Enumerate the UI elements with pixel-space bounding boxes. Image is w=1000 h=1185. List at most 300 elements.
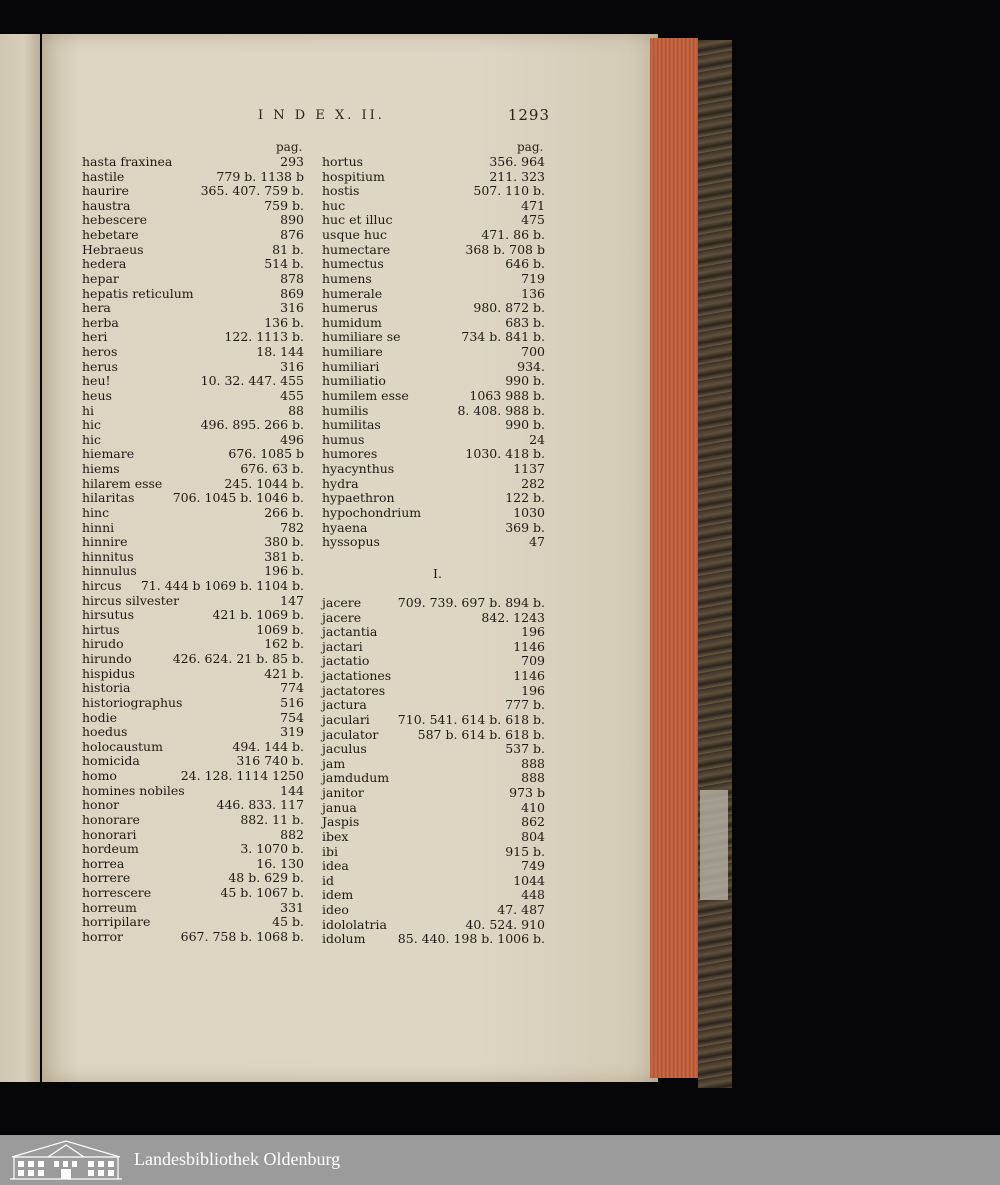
- entry-page-ref: 496: [280, 431, 304, 447]
- entry-term: idea: [322, 858, 349, 874]
- entry-page-ref: 587 b. 614 b. 618 b.: [417, 726, 545, 742]
- entry-term: horror: [82, 928, 124, 944]
- entry-page-ref: 804: [521, 828, 545, 844]
- index-entry: [322, 845, 545, 860]
- entry-page-ref: 316: [280, 358, 304, 374]
- index-entry: [322, 757, 545, 772]
- entry-term: horrea: [82, 855, 125, 871]
- entry-page-ref: 71. 444 b 1069 b. 1104 b.: [140, 577, 304, 593]
- entry-term: hyssopus: [322, 534, 380, 550]
- marbled-cover: [698, 40, 732, 1088]
- index-entry: [322, 654, 545, 669]
- entry-page-ref: 676. 63 b.: [240, 461, 304, 477]
- entry-term: hyacynthus: [322, 461, 395, 477]
- index-entry: [82, 257, 304, 272]
- entry-page-ref: 683 b.: [505, 314, 545, 330]
- entry-term: herba: [82, 314, 119, 330]
- entry-term: hiemare: [82, 446, 135, 462]
- entry-term: historiographus: [82, 694, 183, 710]
- entry-term: historia: [82, 680, 131, 696]
- entry-page-ref: 973 b: [509, 785, 545, 801]
- entry-term: janitor: [322, 785, 364, 801]
- entry-term: heros: [82, 344, 118, 360]
- entry-term: jactatores: [322, 682, 386, 698]
- index-entry: [82, 857, 304, 872]
- index-entry: [322, 830, 545, 845]
- entry-term: honorari: [82, 826, 137, 842]
- entry-term: humidum: [322, 314, 382, 330]
- entry-page-ref: 426. 624. 21 b. 85 b.: [172, 651, 304, 667]
- entry-term: ideo: [322, 902, 349, 918]
- entry-page-ref: 869: [280, 285, 304, 301]
- index-entry: [322, 433, 545, 448]
- entry-page-ref: 448: [521, 887, 545, 903]
- entry-term: ibi: [322, 843, 338, 859]
- index-entry: [82, 360, 304, 375]
- entry-page-ref: 882. 11 b.: [240, 811, 304, 827]
- index-entry: [322, 815, 545, 830]
- index-entry: [322, 477, 545, 492]
- entry-page-ref: 365. 407. 759 b.: [200, 183, 304, 199]
- entry-page-ref: 47: [529, 534, 545, 550]
- index-entry: [322, 535, 545, 550]
- entry-page-ref: 81 b.: [272, 241, 304, 257]
- entry-page-ref: 471: [521, 197, 545, 213]
- entry-term: jaculari: [322, 711, 370, 727]
- index-entry: [322, 155, 545, 170]
- entry-page-ref: 1030. 418 b.: [465, 446, 545, 462]
- entry-page-ref: 759 b.: [264, 197, 304, 213]
- entry-term: jaculator: [322, 726, 379, 742]
- index-entry: [322, 713, 545, 728]
- entry-term: hordeum: [82, 841, 139, 857]
- index-entry: [82, 550, 304, 565]
- entry-term: hi: [82, 402, 95, 418]
- entry-term: hiems: [82, 461, 120, 477]
- entry-page-ref: 381 b.: [264, 548, 304, 564]
- entry-term: heus: [82, 387, 112, 403]
- index-entry: [82, 491, 304, 506]
- index-entry: [82, 155, 304, 170]
- entry-page-ref: 48 b. 629 b.: [228, 870, 304, 886]
- entry-term: hasta fraxinea: [82, 154, 173, 169]
- index-entry: [322, 611, 545, 626]
- entry-term: jactura: [322, 697, 367, 713]
- index-entry: [82, 871, 304, 886]
- index-entry: [322, 801, 545, 816]
- entry-term: hinc: [82, 504, 110, 520]
- entry-page-ref: 980. 872 b.: [473, 300, 545, 316]
- index-entry: [82, 696, 304, 711]
- entry-page-ref: 8. 408. 988 b.: [457, 402, 545, 418]
- entry-page-ref: 380 b.: [264, 534, 304, 550]
- entry-page-ref: 888: [521, 770, 545, 786]
- entry-page-ref: 709. 739. 697 b. 894 b.: [397, 595, 545, 610]
- index-entry: [322, 728, 545, 743]
- section-letter: I.: [433, 566, 442, 581]
- entry-term: homicida: [82, 753, 140, 769]
- entry-term: hirsutus: [82, 607, 134, 623]
- entry-term: jactantia: [322, 624, 378, 640]
- entry-term: heu!: [82, 373, 111, 389]
- entry-page-ref: 455: [280, 387, 304, 403]
- index-entry: [82, 886, 304, 901]
- entry-term: humus: [322, 431, 365, 447]
- index-entry: [322, 360, 545, 375]
- entry-page-ref: 475: [521, 212, 545, 228]
- entry-term: hebetare: [82, 227, 139, 243]
- entry-page-ref: 316 740 b.: [236, 753, 304, 769]
- index-entry: [82, 901, 304, 916]
- index-entry: [82, 711, 304, 726]
- entry-page-ref: 1030: [513, 504, 545, 520]
- index-entry: [82, 213, 304, 228]
- entry-page-ref: 710. 541. 614 b. 618 b.: [397, 711, 545, 727]
- index-entry: [322, 272, 545, 287]
- index-entry: [322, 301, 545, 316]
- entry-term: hepar: [82, 270, 119, 286]
- entry-page-ref: 1069 b.: [256, 621, 304, 637]
- index-entry: [82, 389, 304, 404]
- entry-term: haustra: [82, 197, 131, 213]
- page-number: 1293: [507, 106, 550, 124]
- index-entry: [82, 418, 304, 433]
- entry-page-ref: 18. 144: [256, 344, 304, 360]
- entry-page-ref: 10. 32. 447. 455: [200, 373, 304, 389]
- entry-page-ref: 196: [521, 682, 545, 698]
- entry-page-ref: 719: [521, 270, 545, 286]
- entry-page-ref: 1146: [513, 668, 545, 684]
- index-entry: [82, 930, 304, 945]
- entry-page-ref: 516: [280, 694, 304, 710]
- left-pag-heading: pag.: [276, 140, 303, 154]
- entry-term: hera: [82, 300, 111, 316]
- index-entry: [322, 418, 545, 433]
- entry-term: humiliare se: [322, 329, 401, 345]
- entry-term: jacere: [322, 609, 362, 625]
- entry-page-ref: 774: [280, 680, 304, 696]
- entry-page-ref: 368 b. 708 b: [465, 241, 545, 257]
- index-entry: [322, 698, 545, 713]
- entry-term: usque huc: [322, 227, 387, 243]
- index-entry: [322, 786, 545, 801]
- entry-page-ref: 514 b.: [264, 256, 304, 272]
- entry-page-ref: 779 b. 1138 b: [216, 168, 304, 184]
- entry-page-ref: 421 b.: [264, 665, 304, 681]
- index-entry: [322, 345, 545, 360]
- entry-page-ref: 507. 110 b.: [473, 183, 545, 199]
- index-entry: [322, 184, 545, 199]
- index-entry: [82, 272, 304, 287]
- entry-term: hydra: [322, 475, 359, 491]
- entry-term: humerale: [322, 285, 383, 301]
- entry-page-ref: 293: [280, 154, 304, 169]
- entry-page-ref: 196: [521, 624, 545, 640]
- index-entry: [82, 287, 304, 302]
- entry-term: hodie: [82, 709, 117, 725]
- footer-bar: [0, 1135, 1000, 1185]
- entry-page-ref: 876: [280, 227, 304, 243]
- index-entry: [322, 199, 545, 214]
- index-entry: [82, 608, 304, 623]
- entry-term: Jaspis: [322, 814, 360, 830]
- index-entry: [322, 462, 545, 477]
- entry-term: hilarem esse: [82, 475, 163, 491]
- cover-worn-patch: [700, 790, 728, 900]
- entry-page-ref: 494. 144 b.: [232, 738, 304, 754]
- index-entry: [322, 287, 545, 302]
- entry-page-ref: 88: [288, 402, 304, 418]
- index-entry: [82, 652, 304, 667]
- entry-page-ref: 1063 988 b.: [469, 387, 545, 403]
- index-entry: [322, 640, 545, 655]
- entry-term: hinnulus: [82, 563, 137, 579]
- index-entry: [322, 903, 545, 918]
- entry-page-ref: 709: [521, 653, 545, 669]
- entry-term: herus: [82, 358, 118, 374]
- entry-page-ref: 40. 524. 910: [465, 916, 545, 932]
- index-entry: [82, 301, 304, 316]
- index-entry: [322, 374, 545, 389]
- index-entry: [82, 330, 304, 345]
- entry-term: jactari: [322, 638, 363, 654]
- entry-term: jaculus: [322, 741, 367, 757]
- index-entry: [82, 316, 304, 331]
- entry-page-ref: 356. 964: [489, 154, 545, 169]
- entry-page-ref: 706. 1045 b. 1046 b.: [172, 490, 304, 506]
- entry-term: jacere: [322, 595, 362, 610]
- entry-page-ref: 266 b.: [264, 504, 304, 520]
- entry-term: jactatio: [322, 653, 370, 669]
- index-entry: [82, 842, 304, 857]
- left-page-edge: [0, 34, 40, 1082]
- entry-term: hospitium: [322, 168, 385, 184]
- index-entry: [82, 521, 304, 536]
- entry-page-ref: 122 b.: [505, 490, 545, 506]
- index-entry: [322, 330, 545, 345]
- entry-term: hircus silvester: [82, 592, 180, 608]
- entry-page-ref: 122. 1113 b.: [224, 329, 304, 345]
- index-entry: [82, 462, 304, 477]
- entry-term: humens: [322, 270, 372, 286]
- entry-term: hepatis reticulum: [82, 285, 194, 301]
- entry-page-ref: 282: [521, 475, 545, 491]
- entry-page-ref: 196 b.: [264, 563, 304, 579]
- entry-term: horrere: [82, 870, 131, 886]
- entry-page-ref: 537 b.: [505, 741, 545, 757]
- entry-page-ref: 16. 130: [256, 855, 304, 871]
- entry-page-ref: 667. 758 b. 1068 b.: [180, 928, 304, 944]
- entry-term: homines nobiles: [82, 782, 185, 798]
- entry-page-ref: 754: [280, 709, 304, 725]
- entry-page-ref: 990 b.: [505, 373, 545, 389]
- entry-page-ref: 45 b. 1067 b.: [220, 885, 304, 900]
- entry-page-ref: 1137: [513, 461, 545, 477]
- entry-term: hilaritas: [82, 490, 135, 506]
- index-entry: [322, 506, 545, 521]
- entry-page-ref: 47. 487: [497, 902, 545, 918]
- entry-term: hebescere: [82, 212, 148, 228]
- entry-term: jactationes: [322, 668, 392, 684]
- entry-term: hircus: [82, 577, 122, 593]
- entry-term: huc et illuc: [322, 212, 393, 228]
- entry-term: homo: [82, 768, 117, 784]
- index-entry: [82, 798, 304, 813]
- entry-page-ref: 878: [280, 270, 304, 286]
- index-entry: [82, 579, 304, 594]
- entry-page-ref: 144: [280, 782, 304, 798]
- index-entry: [322, 888, 545, 903]
- entry-page-ref: 331: [280, 899, 304, 915]
- entry-term: hic: [82, 417, 102, 433]
- index-entry: [82, 681, 304, 696]
- index-entry: [322, 404, 545, 419]
- entry-term: hirtus: [82, 621, 120, 637]
- entry-term: honor: [82, 797, 120, 813]
- entry-term: huc: [322, 197, 346, 213]
- index-entry: [322, 389, 545, 404]
- entry-page-ref: 446. 833. 117: [216, 797, 304, 813]
- index-title: I N D E X. II.: [258, 108, 385, 123]
- entry-term: hirundo: [82, 651, 132, 667]
- entry-term: jamdudum: [322, 770, 390, 786]
- entry-term: heri: [82, 329, 108, 345]
- index-entry: [82, 199, 304, 214]
- index-entry: [82, 594, 304, 609]
- index-entry: [82, 345, 304, 360]
- entry-term: hinni: [82, 519, 115, 535]
- entry-page-ref: 749: [521, 858, 545, 874]
- entry-term: hinnire: [82, 534, 128, 550]
- index-entry: [322, 243, 545, 258]
- index-entry: [82, 433, 304, 448]
- index-entry: [322, 874, 545, 889]
- index-entry: [82, 915, 304, 930]
- entry-term: hedera: [82, 256, 127, 272]
- entry-term: ibex: [322, 828, 349, 844]
- index-entry: [322, 491, 545, 506]
- index-entry: [82, 754, 304, 769]
- entry-term: humectare: [322, 241, 391, 257]
- entry-page-ref: 700: [521, 344, 545, 360]
- entry-term: holocaustum: [82, 738, 163, 754]
- entry-page-ref: 888: [521, 755, 545, 771]
- entry-term: id: [322, 872, 334, 888]
- index-entry: [322, 742, 545, 757]
- entry-page-ref: 890: [280, 212, 304, 228]
- entry-term: hyaena: [322, 519, 368, 535]
- index-entry: [322, 213, 545, 228]
- entry-term: hortus: [322, 154, 364, 169]
- entry-page-ref: 45 b.: [272, 914, 304, 930]
- entry-page-ref: 842. 1243: [481, 609, 545, 625]
- entry-term: humiliari: [322, 358, 380, 374]
- entry-page-ref: 24. 128. 1114 1250: [180, 768, 304, 784]
- entry-page-ref: 1044: [513, 872, 545, 888]
- index-entry: [322, 669, 545, 684]
- entry-term: hypochondrium: [322, 504, 422, 520]
- index-entry: [82, 477, 304, 492]
- running-header: [250, 108, 550, 130]
- entry-term: hoedus: [82, 724, 128, 740]
- entry-page-ref: 136: [521, 285, 545, 301]
- entry-term: jam: [322, 755, 346, 771]
- right-pag-heading: pag.: [517, 140, 544, 154]
- entry-term: humores: [322, 446, 378, 462]
- index-entry: [82, 184, 304, 199]
- entry-term: hypaethron: [322, 490, 395, 506]
- entry-term: humectus: [322, 256, 384, 272]
- entry-page-ref: 934.: [517, 358, 545, 374]
- index-entry: [82, 740, 304, 755]
- entry-term: hispidus: [82, 665, 135, 681]
- entry-term: humilem esse: [322, 387, 409, 403]
- entry-page-ref: 369 b.: [505, 519, 545, 535]
- index-entry: [82, 769, 304, 784]
- entry-term: Hebraeus: [82, 241, 144, 257]
- index-entry: [82, 404, 304, 419]
- entry-page-ref: 245. 1044 b.: [224, 475, 304, 491]
- index-entry: [322, 625, 545, 640]
- entry-term: humiliare: [322, 344, 383, 360]
- entry-term: idololatria: [322, 916, 387, 932]
- entry-term: haurire: [82, 183, 129, 199]
- index-entry: [82, 170, 304, 185]
- entry-page-ref: 676. 1085 b: [228, 446, 304, 462]
- entry-term: hinnitus: [82, 548, 134, 564]
- entry-term: humilis: [322, 402, 369, 418]
- index-entry: [82, 243, 304, 258]
- entry-page-ref: 496. 895. 266 b.: [200, 417, 304, 433]
- index-entry: [82, 506, 304, 521]
- index-entry: [82, 447, 304, 462]
- entry-page-ref: 3. 1070 b.: [240, 841, 304, 857]
- index-entry: [322, 228, 545, 243]
- index-entry: [82, 637, 304, 652]
- entry-page-ref: 85. 440. 198 b. 1006 b.: [397, 931, 545, 947]
- index-entry: [82, 374, 304, 389]
- index-entry: [82, 228, 304, 243]
- entry-page-ref: 1146: [513, 638, 545, 654]
- entry-term: horrescere: [82, 885, 152, 900]
- entry-term: humilitas: [322, 417, 381, 433]
- index-entry: [322, 771, 545, 786]
- entry-term: hastile: [82, 168, 125, 184]
- index-entry: [322, 932, 545, 947]
- entry-term: hostis: [322, 183, 360, 199]
- entry-page-ref: 316: [280, 300, 304, 316]
- index-entry: [322, 257, 545, 272]
- entry-page-ref: 211. 323: [489, 168, 545, 184]
- entry-page-ref: 136 b.: [264, 314, 304, 330]
- index-entry: [82, 623, 304, 638]
- entry-term: janua: [322, 799, 357, 815]
- entry-term: humerus: [322, 300, 378, 316]
- index-entry: [82, 667, 304, 682]
- index-entry: [82, 828, 304, 843]
- entry-page-ref: 782: [280, 519, 304, 535]
- index-entry: [322, 316, 545, 331]
- entry-page-ref: 147: [280, 592, 304, 608]
- entry-page-ref: 777 b.: [505, 697, 545, 713]
- index-entry: [82, 813, 304, 828]
- index-entry: [322, 521, 545, 536]
- entry-page-ref: 990 b.: [505, 417, 545, 433]
- entry-page-ref: 162 b.: [264, 636, 304, 652]
- entry-page-ref: 421 b. 1069 b.: [212, 607, 304, 623]
- index-entry: [82, 784, 304, 799]
- index-entry: [322, 859, 545, 874]
